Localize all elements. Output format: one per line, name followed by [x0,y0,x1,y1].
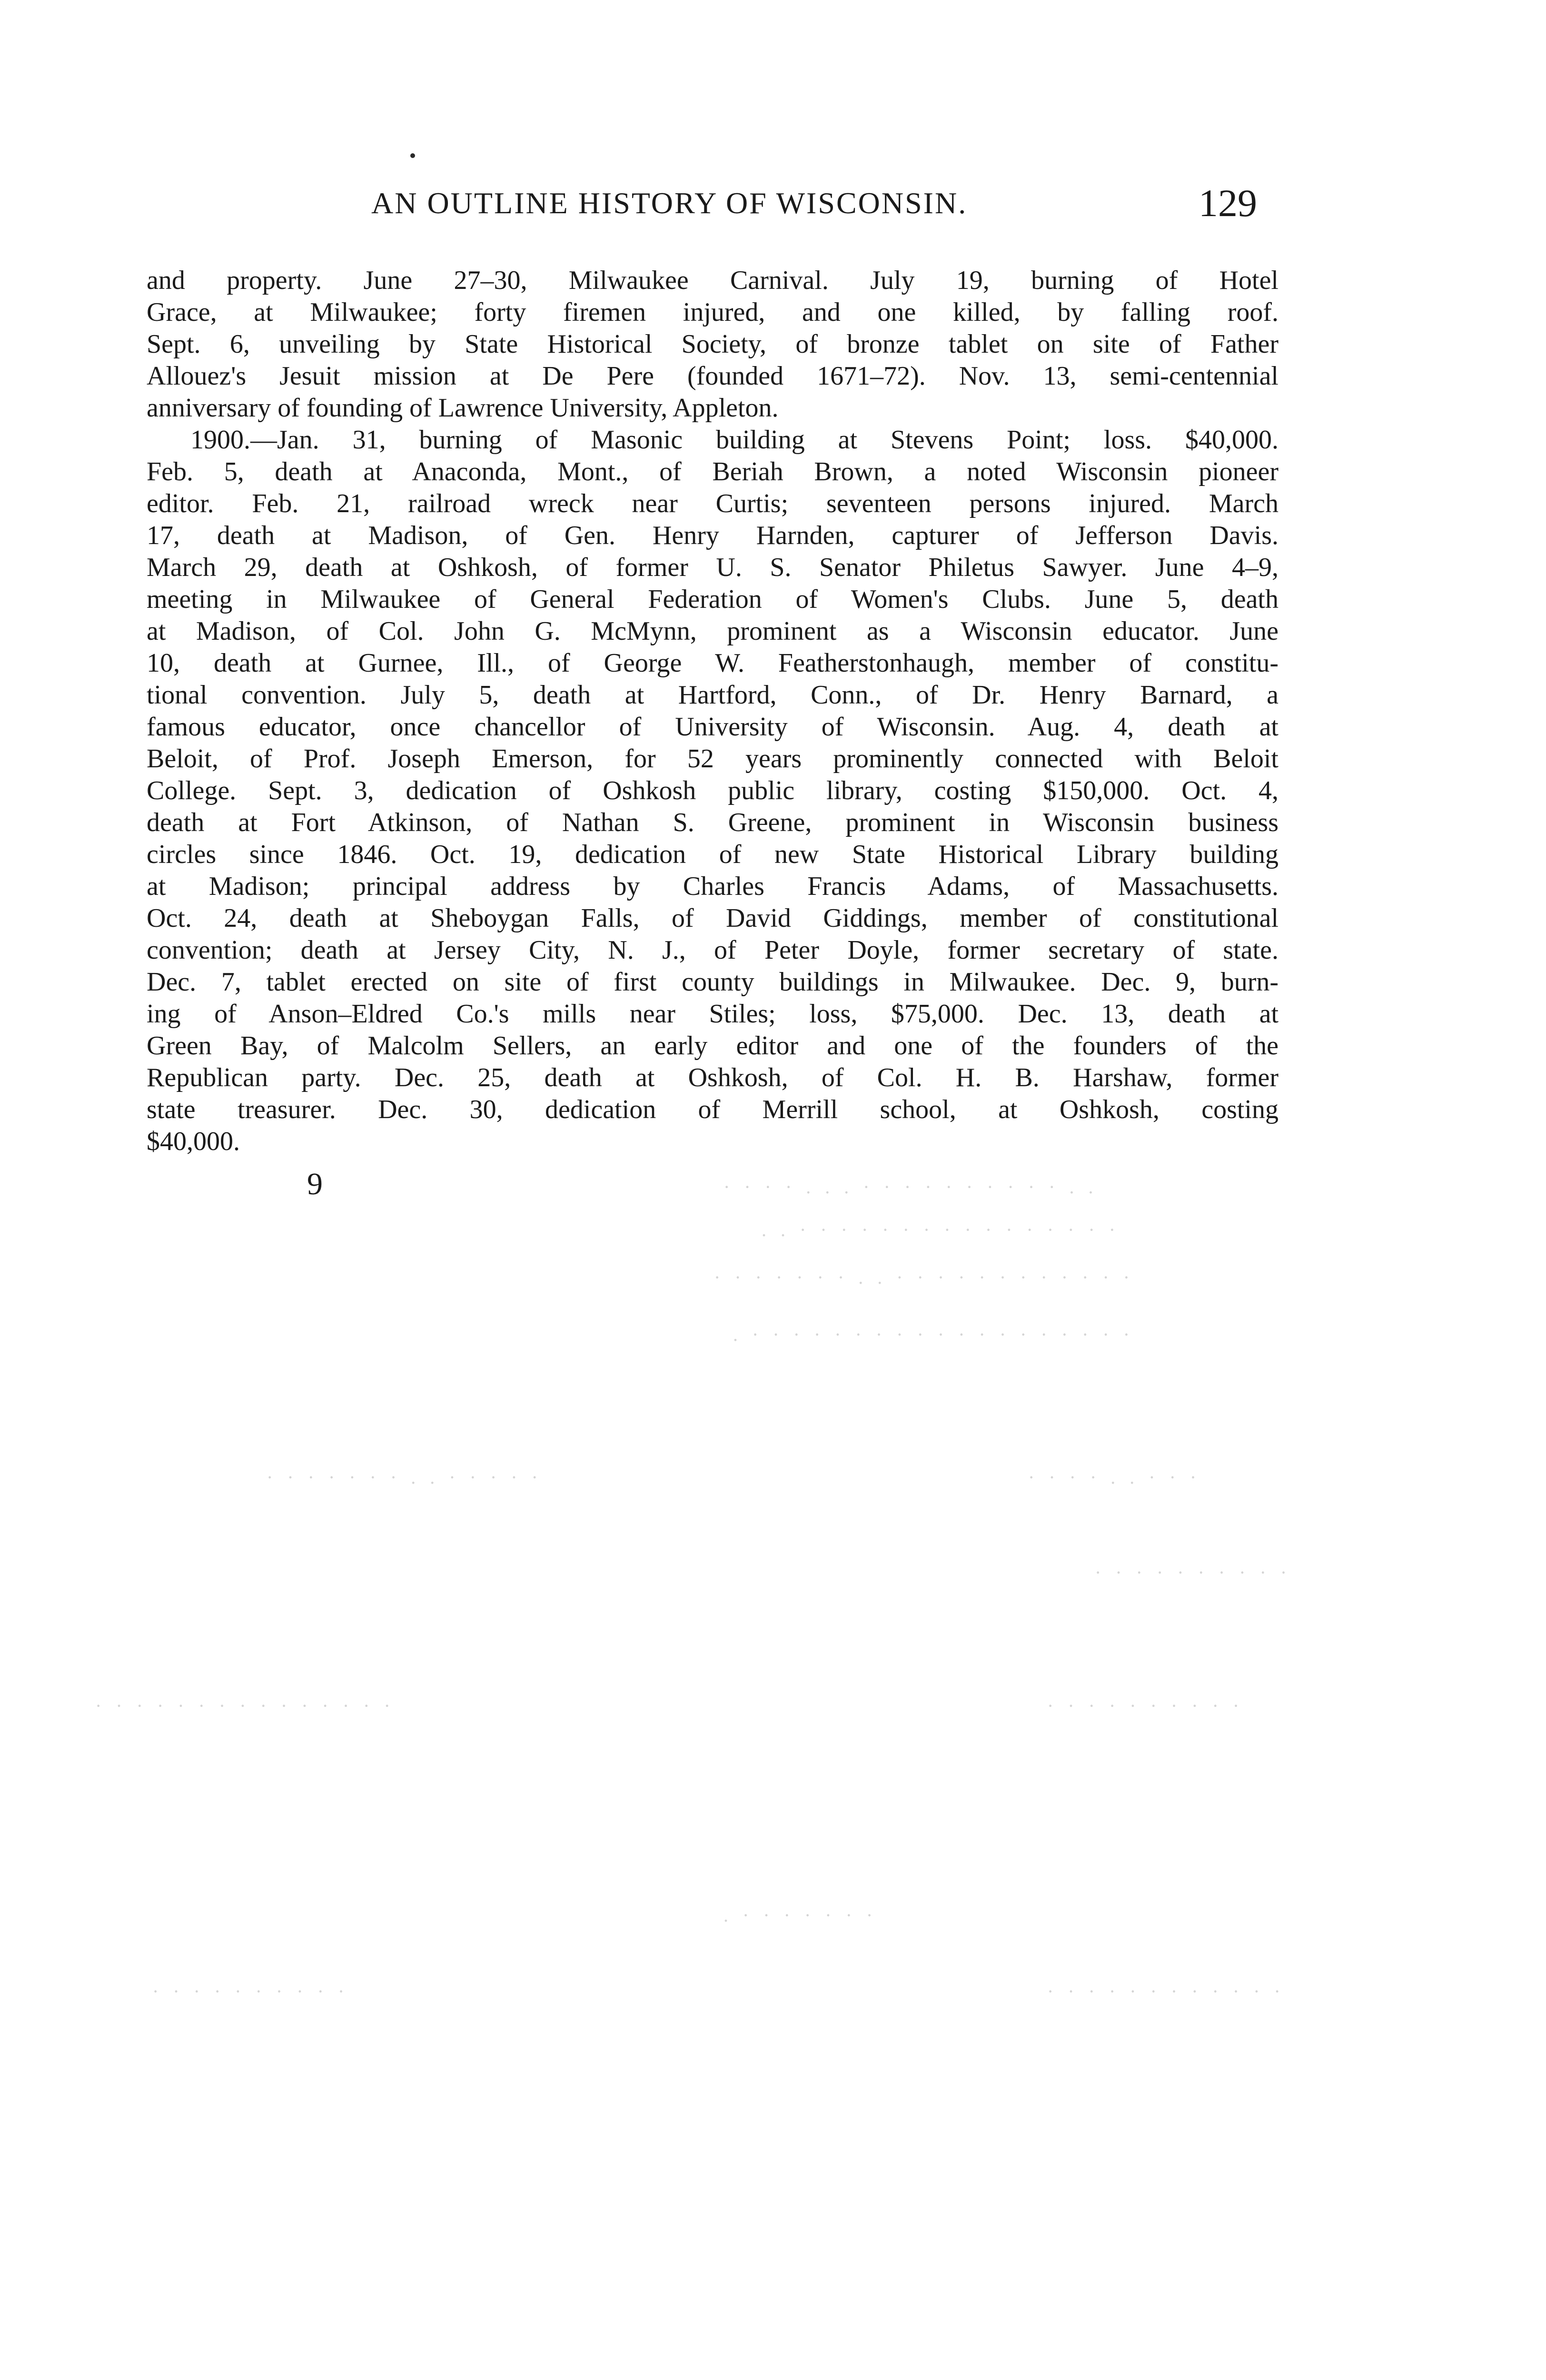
page-number: 129 [1199,181,1257,225]
text-line: state treasurer. Dec. 30, dedication of Merrill school, at Oshkosh, costing [147,1095,1278,1124]
ink-dot [410,153,415,158]
show-through-bleed: · · · · · · · · · · [1095,1562,1292,1583]
show-through-bleed: · · · · · · · . . · · · · · · · · · · · · [714,1267,1135,1288]
show-through-bleed: · · · · . . · · · [1028,1467,1201,1488]
text-line-year-1900: 1900.—Jan. 31, burning of Masonic building at Stevens Point; loss. $40,000. [190,425,1278,455]
text-line: March 29, death at Oshkosh, of former U. S. Senator Philetus Sawyer. June 4–9, [147,553,1278,582]
signature-mark: 9 [307,1167,323,1201]
text-line: and property. June 27–30, Milwaukee Carnival. July 19, burning of Hotel [147,266,1278,295]
text-line: at Madison, of Col. John G. McMynn, prominent as a Wisconsin educator. June [147,616,1278,646]
text-line: Allouez's Jesuit mission at De Pere (founded 1671–72). Nov. 13, semi-centennial [147,361,1278,391]
show-through-bleed: . · · · · · · · [723,1904,878,1926]
text-line: Green Bay, of Malcolm Sellers, an early editor and one of the founders of the [147,1031,1278,1061]
body-text [147,265,1278,1158]
text-line: meeting in Milwaukee of General Federation of Women's Clubs. June 5, death [147,585,1278,614]
show-through-bleed: · · · · · · · · · · [152,1981,349,2002]
show-through-bleed: . . · · · · · · · · · · · · · · · · [762,1219,1120,1240]
text-line: famous educator, once chancellor of University of Wisconsin. Aug. 4, death at [147,712,1278,742]
text-line: Dec. 7, tablet erected on site of first county buildings in Milwaukee. Dec. 9, burn- [147,967,1278,997]
text-line: anniversary of founding of Lawrence University, Appleton. [147,393,779,423]
show-through-bleed: · · · · . . . · · · · · · · · · · . . [723,1176,1098,1198]
show-through-bleed: · · · · · · · · · · · · · · · [95,1695,395,1716]
text-line: Feb. 5, death at Anaconda, Mont., of Beriah Brown, a noted Wisconsin pioneer [147,457,1278,486]
text-line: Beloit, of Prof. Joseph Emerson, for 52 years prominently connected with Beloit [147,744,1278,774]
text-line: $40,000. [147,1127,240,1156]
text-line: death at Fort Atkinson, of Nathan S. Greene, prominent in Wisconsin business [147,808,1278,837]
show-through-bleed: · · · · · · · · · · [1047,1695,1244,1716]
text-line: Sept. 6, unveiling by State Historical Society, of bronze tablet on site of Father [147,329,1278,359]
text-line: 10, death at Gurnee, Ill., of George W. Featherstonhaugh, member of constitu- [147,648,1278,678]
text-line: College. Sept. 3, dedication of Oshkosh public library, costing $150,000. Oct. 4, [147,776,1278,805]
text-line: tional convention. July 5, death at Hartford, Conn., of Dr. Henry Barnard, a [147,680,1278,710]
text-line: Grace, at Milwaukee; forty firemen injured, and one killed, by falling roof. [147,298,1278,327]
running-title: AN OUTLINE HISTORY OF WISCONSIN. [371,186,968,220]
text-line: at Madison; principal address by Charles Francis Adams, of Massachusetts. [147,872,1278,901]
text-line: convention; death at Jersey City, N. J., of Peter Doyle, former secretary of state. [147,935,1278,965]
text-line: Oct. 24, death at Sheboygan Falls, of David Giddings, member of constitutional [147,903,1278,933]
text-line: editor. Feb. 21, railroad wreck near Curtis; seventeen persons injured. March [147,489,1278,518]
show-through-bleed: . · · · · · · · · · · · · · · · · · · · [733,1324,1135,1345]
text-line: ing of Anson–Eldred Co.'s mills near Stiles; loss, $75,000. Dec. 13, death at [147,999,1278,1029]
show-through-bleed: · · · · · · · · · · · · [1047,1981,1285,2002]
show-through-bleed: · · · · · · · . . · · · · · [267,1467,543,1488]
text-line: circles since 1846. Oct. 19, dedication of new State Historical Library building [147,840,1278,869]
text-line: Republican party. Dec. 25, death at Oshkosh, of Col. H. B. Harshaw, former [147,1063,1278,1092]
text-line: 17, death at Madison, of Gen. Henry Harnden, capturer of Jefferson Davis. [147,521,1278,550]
